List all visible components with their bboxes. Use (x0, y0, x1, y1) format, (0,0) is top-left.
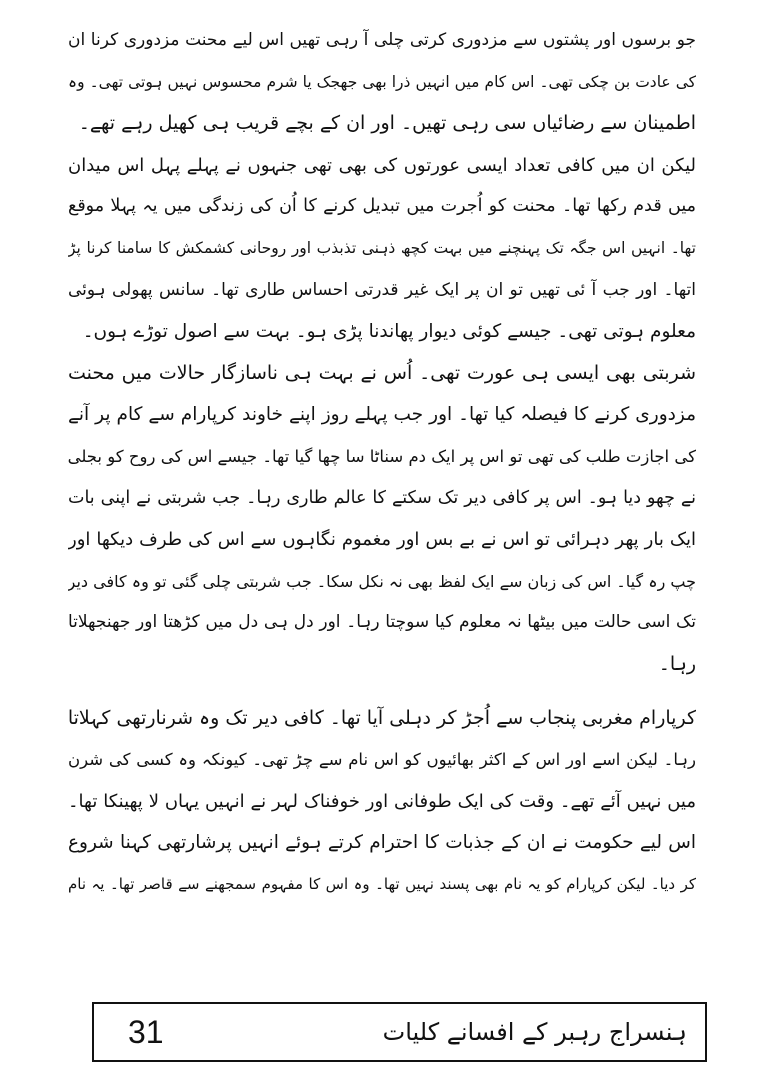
text-line: تھا۔ انہیں اس جگہ تک پہنچنے میں بہت کچھ ذہنی تذبذب اور روحانی کشمکش کا سامنا کرنا پڑ (68, 238, 696, 257)
page-body (68, 20, 696, 905)
text-line: تک اسی حالت میں بیٹھا نہ معلوم کیا سوچتا رہا۔ اور دل ہی دل میں کڑھتا اور جھنجھلاتا (68, 612, 696, 633)
text-line: میں قدم رکھا تھا۔ محنت کو اُجرت میں تبدیل کرنے کا اُن کی زندگی میں یہ پہلا موقع (68, 196, 696, 217)
text-line: اطمینان سے رضائیاں سی رہی تھیں۔ اور ان کے بچے قریب ہی کھیل رہے تھے۔ (78, 112, 696, 135)
text-line: معلوم ہوتی تھی۔ جیسے کوئی دیوار پھاندنا پڑی ہو۔ بہت سے اصول توڑے ہوں۔ (82, 321, 696, 343)
text-line: لیکن ان میں کافی تعداد ایسی عورتوں کی بھی تھی جنہوں نے پہلے پہل اس میدان (68, 154, 696, 176)
text-line: رہا۔ لیکن اسے اور اس کے اکثر بھائیوں کو اس نام سے چڑ تھی۔ کیونکہ وہ کسی کی شرن (68, 750, 696, 770)
paragraph-gap (68, 686, 696, 698)
text-line: کرپارام مغربی پنجاب سے اُجڑ کر دہلی آیا تھا۔ کافی دیر تک وہ شرنارتھی کہلاتا (68, 706, 696, 729)
text-line: اتھا۔ اور جب آ ئی تھیں تو ان پر ایک غیر قدرتی احساس طاری تھا۔ سانس پھولی ہوئی (68, 279, 696, 300)
paragraph (68, 145, 696, 353)
page-footer (92, 1002, 707, 1062)
book-title: ہنسراج رہبر کے افسانے کلیات (382, 1018, 687, 1046)
text-line: میں نہیں آئے تھے۔ وقت کی ایک طوفانی اور خوفناک لہر نے انہیں یہاں لا پھینکا تھا۔ (68, 790, 696, 812)
paragraph (68, 20, 696, 145)
text-line: کر دیا۔ لیکن کرپارام کو یہ نام بھی پسند نہیں تھا۔ وہ اس کا مفہوم سمجھنے سے قاصر تھا۔ یہ نام (68, 874, 696, 893)
text-line: مزدوری کرنے کا فیصلہ کیا تھا۔ اور جب پہلے روز اپنے خاوند کرپارام سے کام پر آنے (68, 404, 696, 426)
text-line: جو برسوں اور پشتوں سے مزدوری کرتی چلی آ رہی تھیں اس لیے محنت مزدوری کرنا ان (68, 30, 696, 50)
text-line: ایک بار پھر دہرائی تو اس نے بے بس اور مغموم نگاہوں سے اس کی طرف دیکھا اور (68, 529, 696, 551)
text-line: شربتی بھی ایسی ہی عورت تھی۔ اُس نے بہت ہی ناسازگار حالات میں محنت (68, 361, 696, 384)
text-line: کی عادت بن چکی تھی۔ اس کام میں انہیں ذرا بھی جھجک یا شرم محسوس نہیں ہوتی تھی۔ وہ (68, 72, 696, 91)
paragraph (68, 698, 696, 906)
paragraph (68, 353, 696, 686)
text-line: کی اجازت طلب کی تھی تو اس پر ایک دم سناٹا سا چھا گیا تھا۔ جیسے اس کی روح کو بجلی (68, 446, 696, 466)
text-line: رہا۔ (658, 652, 696, 675)
page-number: 31 (128, 1014, 164, 1050)
text-line: چپ رہ گیا۔ اس کی زبان سے ایک لفظ بھی نہ نکل سکا۔ جب شربتی چلی گئی تو وہ کافی دیر (68, 571, 696, 591)
text-line: اس لیے حکومت نے ان کے جذبات کا احترام کرتے ہوئے انہیں پرشارتھی کہنا شروع (68, 832, 696, 854)
text-line: نے چھو دیا ہو۔ اس پر کافی دیر تک سکتے کا عالم طاری رہا۔ جب شربتی نے اپنی بات (68, 487, 696, 508)
